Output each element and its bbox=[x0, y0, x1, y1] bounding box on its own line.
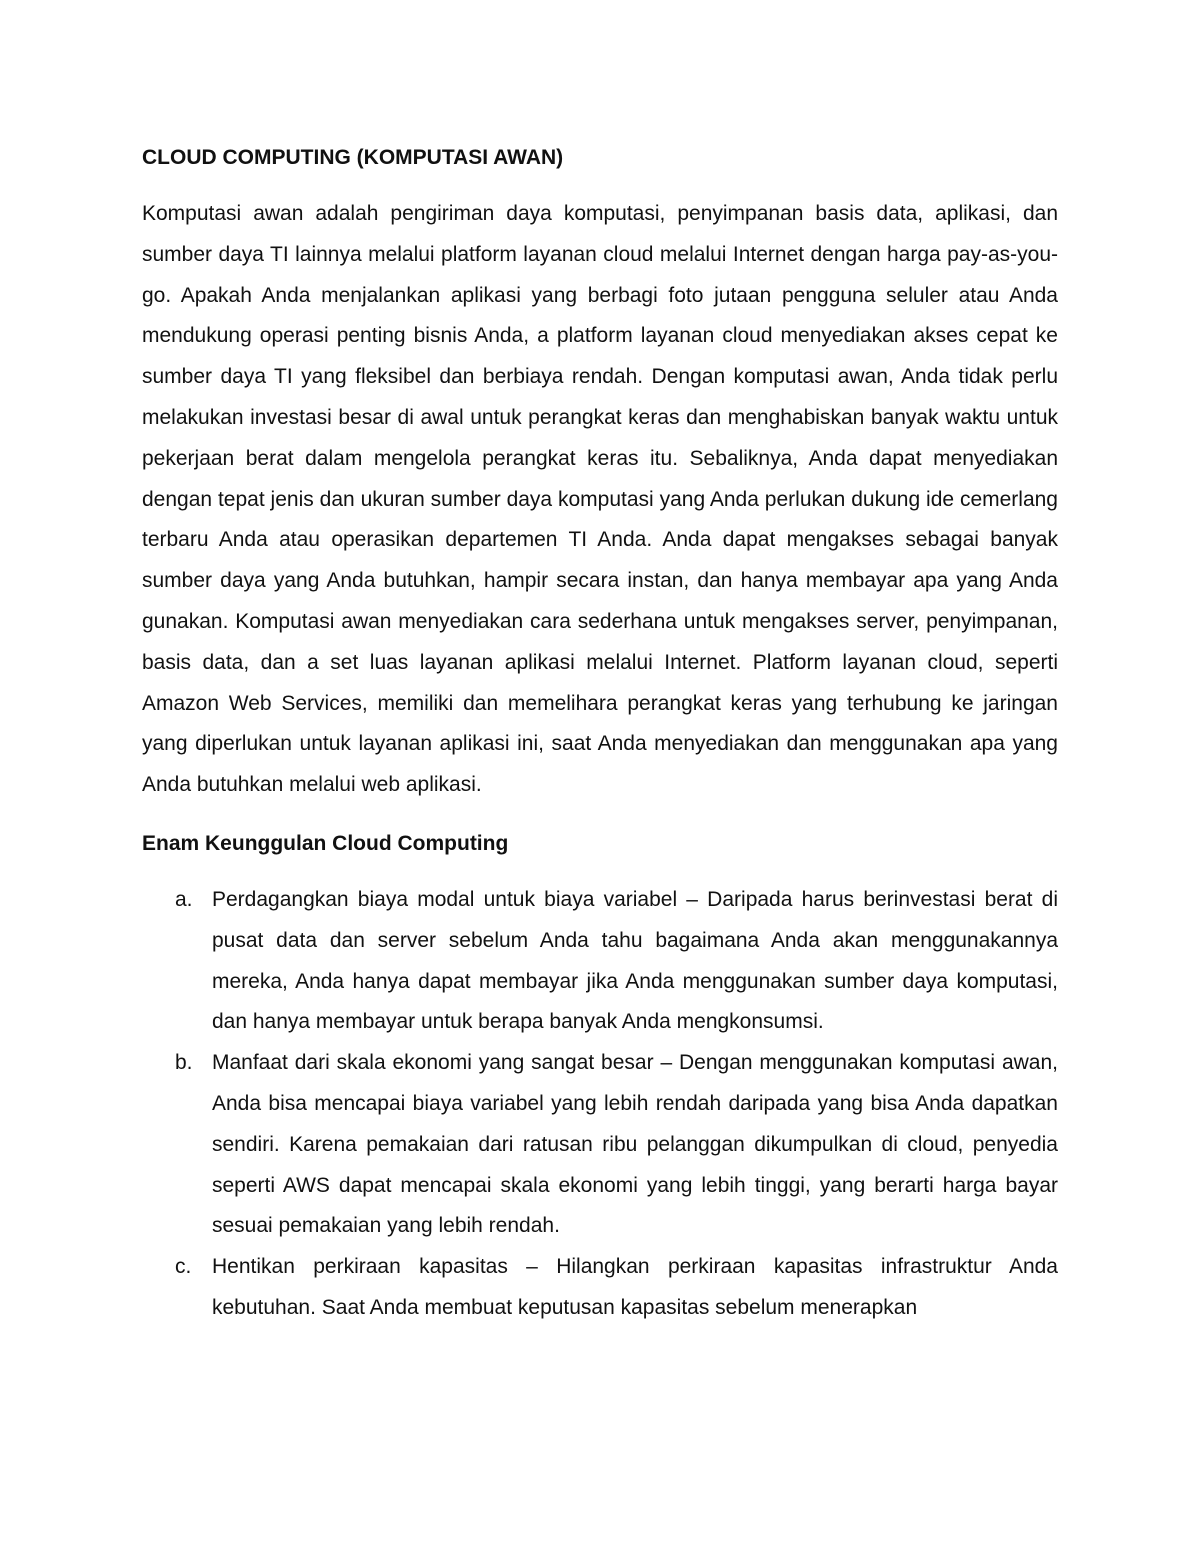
advantages-list bbox=[142, 880, 1058, 1329]
list-item-text: Hentikan perkiraan kapasitas – Hilangkan perkiraan kapasitas infrastruktur Anda kebutuhan. Saat Anda membuat keputusan kapasitas sebelum menerapkan bbox=[212, 1255, 1058, 1319]
document-page bbox=[142, 138, 1058, 1329]
list-item bbox=[142, 880, 1058, 1043]
list-item bbox=[142, 1043, 1058, 1247]
section-heading: Enam Keunggulan Cloud Computing bbox=[142, 831, 509, 855]
list-item-text: Manfaat dari skala ekonomi yang sangat besar – Dengan menggunakan komputasi awan, Anda bisa mencapai biaya variabel yang lebih rendah daripada yang bisa Anda dapatkan sendiri. Karena pemakaian dari ratusan ribu pelanggan dikumpulkan di cloud, penyedia seperti AWS dapat mencapai skala ekonomi yang lebih tinggi, yang berarti harga bayar sesuai pemakaian yang lebih rendah. bbox=[212, 1051, 1058, 1238]
intro-paragraph: Komputasi awan adalah pengiriman daya komputasi, penyimpanan basis data, aplikasi, dan sumber daya TI lainnya melalui platform layanan cloud melalui Internet dengan harga pay-as-you-go. Apakah Anda menjalankan aplikasi yang berbagi foto jutaan pengguna seluler atau Anda mendukung operasi penting bisnis Anda, a platform layanan cloud menyediakan akses cepat ke sumber daya TI yang fleksibel dan berbiaya rendah. Dengan komputasi awan, Anda tidak perlu melakukan investasi besar di awal untuk perangkat keras dan menghabiskan banyak waktu untuk pekerjaan berat dalam mengelola perangkat keras itu. Sebaliknya, Anda dapat menyediakan dengan tepat jenis dan ukuran sumber daya komputasi yang Anda perlukan dukung ide cemerlang terbaru Anda atau operasikan departemen TI Anda. Anda dapat mengakses sebagai banyak sumber daya yang Anda butuhkan, hampir secara instan, dan hanya membayar apa yang Anda gunakan. Komputasi awan menyediakan cara sederhana untuk mengakses server, penyimpanan, basis data, dan a set luas layanan aplikasi melalui Internet. Platform layanan cloud, seperti Amazon Web Services, memiliki dan memelihara perangkat keras yang terhubung ke jaringan yang diperlukan untuk layanan aplikasi ini, saat Anda menyediakan dan menggunakan apa yang Anda butuhkan melalui web aplikasi. bbox=[142, 202, 1058, 797]
list-item-text: Perdagangkan biaya modal untuk biaya variabel – Daripada harus berinvestasi berat di pusat data dan server sebelum Anda tahu bagaimana Anda akan menggunakannya mereka, Anda hanya dapat membayar jika Anda menggunakan sumber daya komputasi, dan hanya membayar untuk berapa banyak Anda mengkonsumsi. bbox=[212, 887, 1058, 1034]
list-marker: a. bbox=[175, 887, 193, 911]
list-item bbox=[142, 1247, 1058, 1329]
list-marker: c. bbox=[175, 1255, 192, 1279]
list-marker: b. bbox=[175, 1051, 193, 1075]
document-title: CLOUD COMPUTING (KOMPUTASI AWAN) bbox=[142, 146, 564, 169]
